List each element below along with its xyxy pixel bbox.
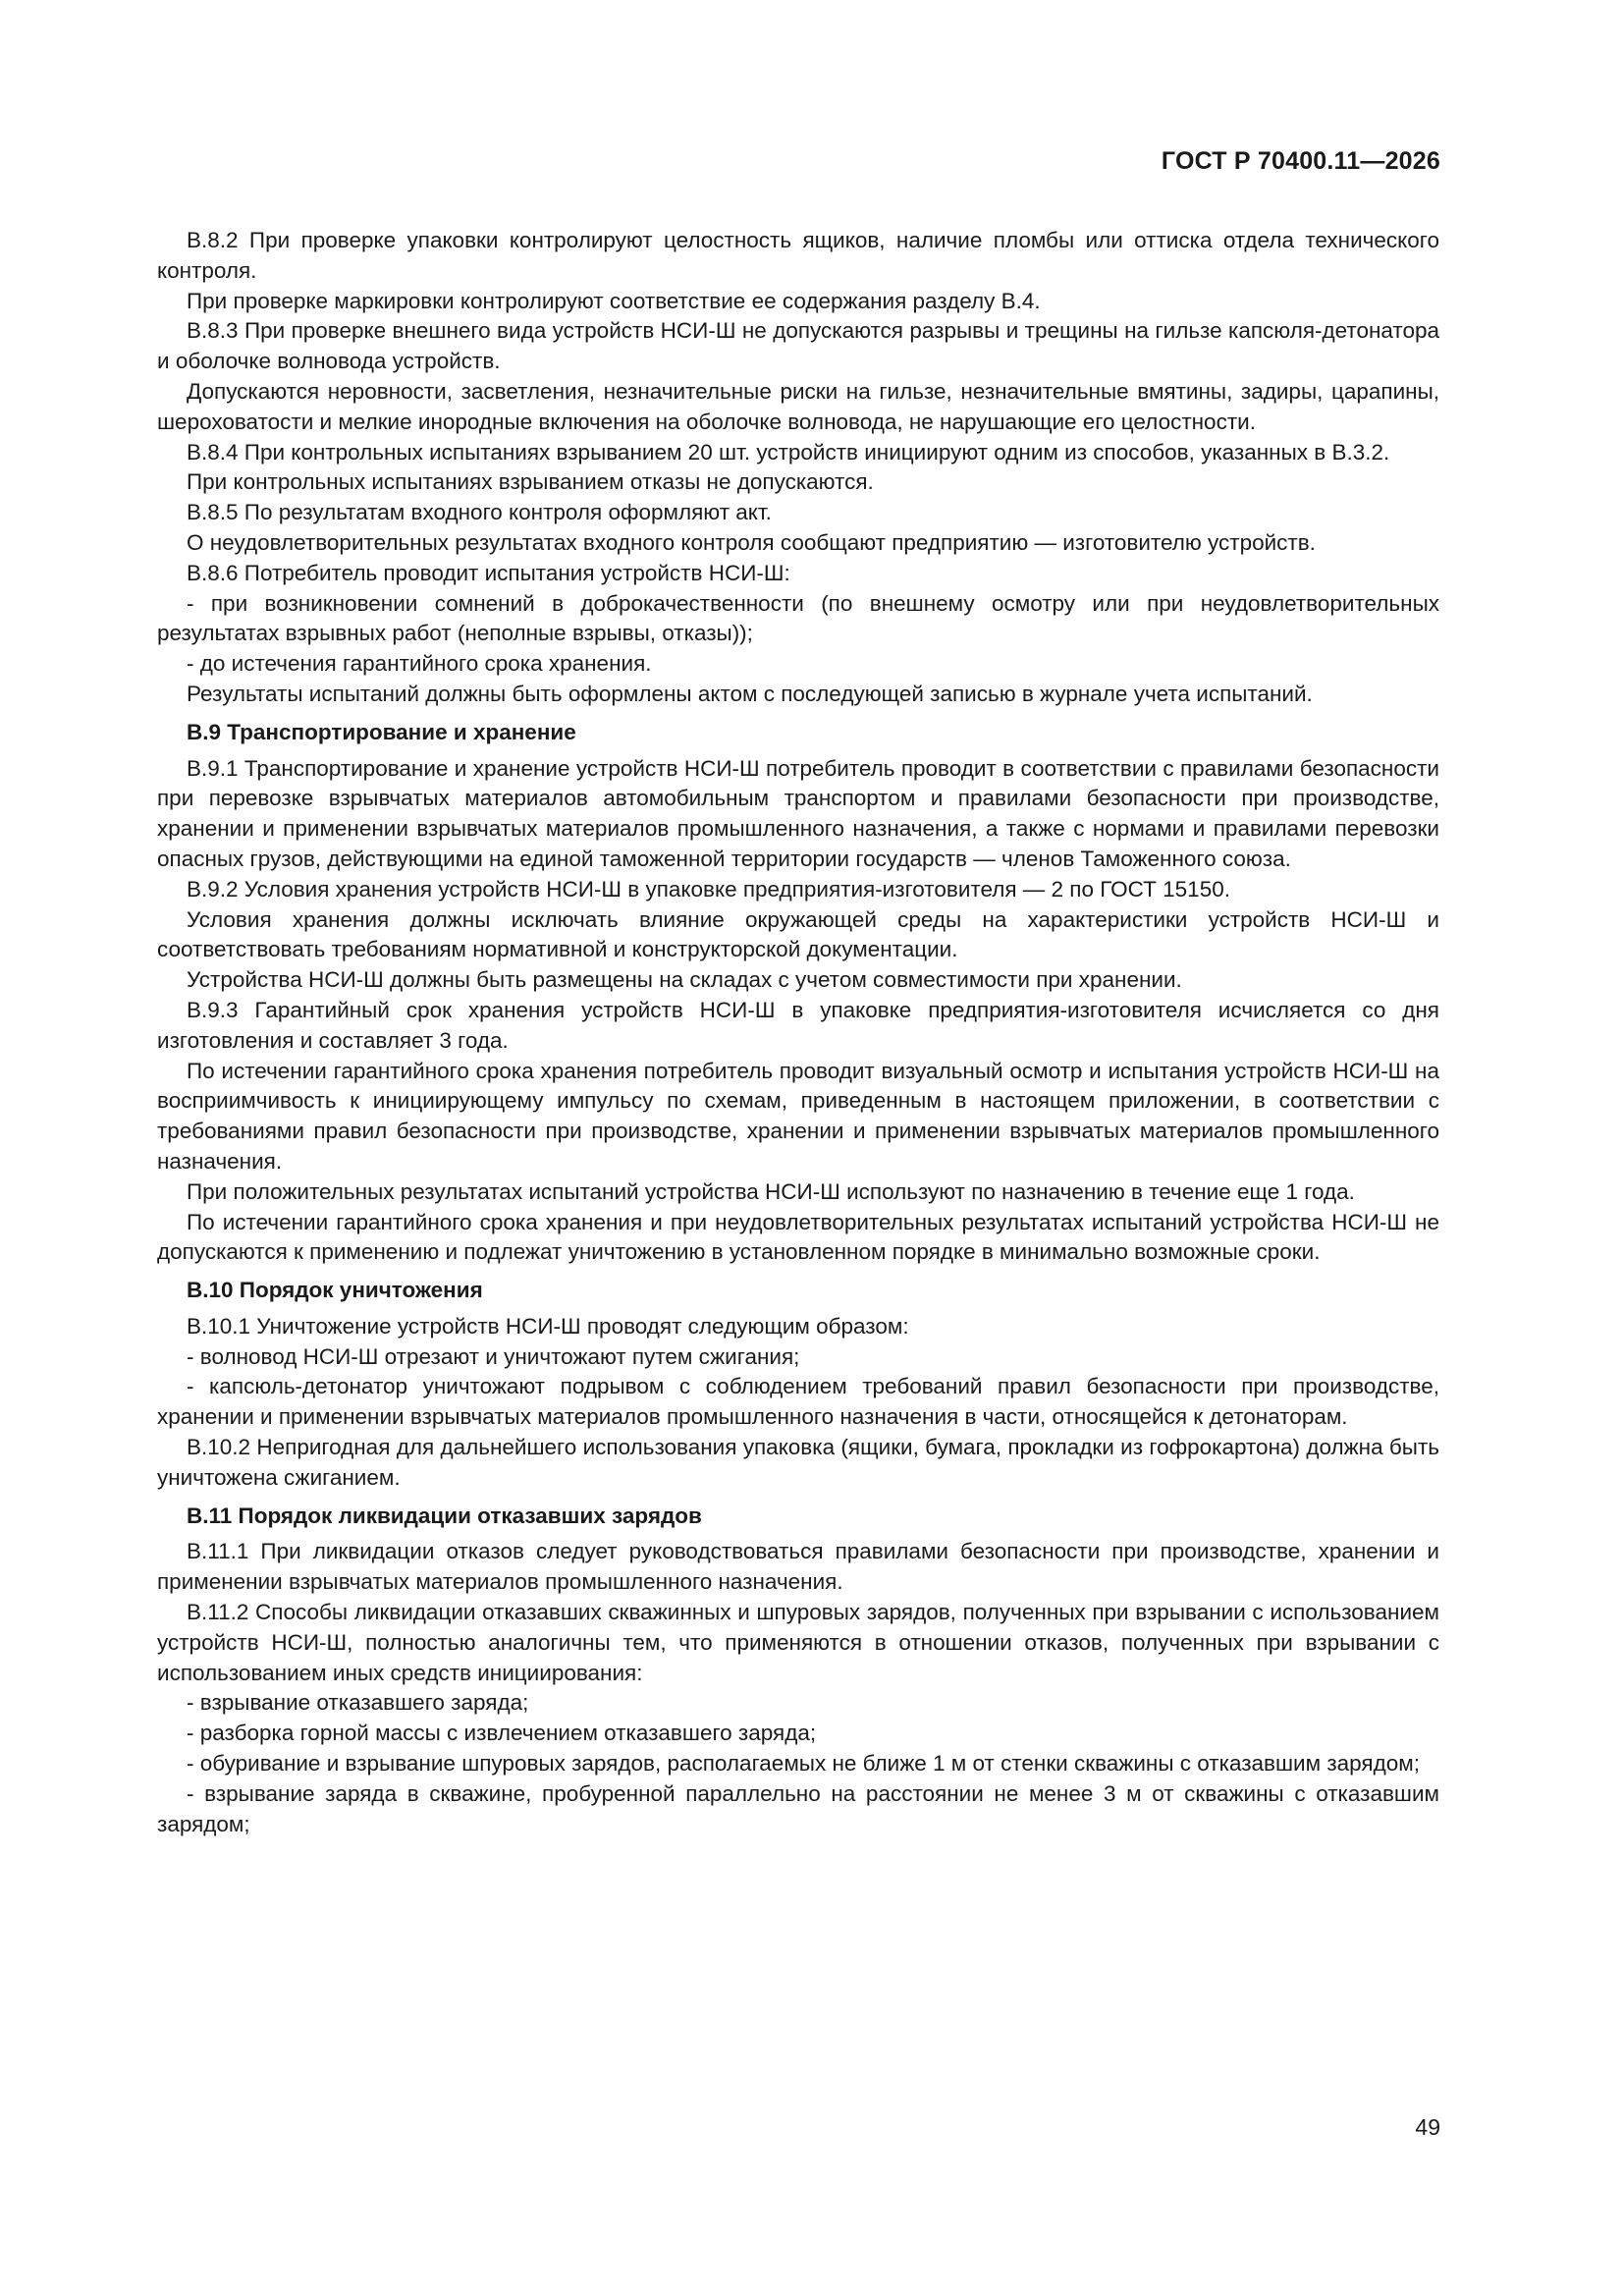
paragraph: - капсюль-детонатор уничтожают подрывом с соблюдением требований правил безопасности при производстве, хранении и применении взрывчатых материалов промышленного назначения в части, относящейся к детонаторам. (157, 1374, 1439, 1430)
paragraph: В.8.2 При проверке упаковки контролируют целостность ящиков, наличие пломбы или оттиска отдела технического контроля. (157, 228, 1439, 283)
section-heading: В.9 Транспортирование и хранение (187, 719, 576, 744)
paragraph: По истечении гарантийного срока хранения потребитель проводит визуальный осмотр и испытания устройств НСИ-Ш на восприимчивость к инициирующему импульсу по схемам, приведенным в настоящем приложении, в соответствии с требованиями правил безопасности при производстве, хранении и применении взрывчатых материалов промышленного назначения. (157, 1058, 1439, 1174)
paragraph: - взрывание отказавшего заряда; (187, 1690, 529, 1716)
paragraph: В.10.2 Непригодная для дальнейшего использования упаковка (ящики, бумага, прокладки из гофрокартона) должна быть уничтожена сжиганием. (157, 1435, 1439, 1490)
paragraph: Устройства НСИ-Ш должны быть размещены на складах с учетом совместимости при хранении. (187, 967, 1182, 993)
paragraph: В.11.1 При ликвидации отказов следует руководствоваться правилами безопасности при производстве, хранении и применении взрывчатых материалов промышленного назначения. (157, 1539, 1439, 1595)
paragraph: Допускаются неровности, засветления, незначительные риски на гильзе, незначительные вмятины, задиры, царапины, шероховатости и мелкие инородные включения на оболочке волновода, не нарушающие его целостности. (157, 378, 1439, 434)
document-body (157, 226, 1439, 1839)
paragraph: В.9.1 Транспортирование и хранение устройств НСИ-Ш потребитель проводит в соответствии с правилами безопасности при перевозке взрывчатых материалов автомобильным транспортом и правилами безопасности при производстве, хранении и применении взрывчатых материалов промышленного назначения, а также с нормами и правилами перевозки опасных грузов, действующими на единой таможенной территории государств — членов Таможенного союза. (157, 755, 1439, 871)
paragraph: В.8.3 При проверке внешнего вида устройств НСИ-Ш не допускаются разрывы и трещины на гильзе капсюля-детонатора и оболочке волновода устройств. (157, 318, 1439, 374)
document-header-id: ГОСТ Р 70400.11—2026 (1161, 147, 1440, 175)
paragraph: - при возникновении сомнений в доброкачественности (по внешнему осмотру или при неудовлетворительных результатах взрывных работ (неполные взрывы, отказы)); (157, 590, 1439, 646)
paragraph: В.8.4 При контрольных испытаниях взрыванием 20 шт. устройств инициируют одним из способов, указанных в В.3.2. (187, 439, 1390, 465)
paragraph: При контрольных испытаниях взрыванием отказы не допускаются. (187, 469, 874, 495)
paragraph: О неудовлетворительных результатах входного контроля сообщают предприятию — изготовителю устройств. (187, 529, 1316, 555)
paragraph: В.10.1 Уничтожение устройств НСИ-Ш проводят следующим образом: (187, 1313, 909, 1339)
paragraph: По истечении гарантийного срока хранения и при неудовлетворительных результатах испытаний устройства НСИ-Ш не допускаются к применению и подлежат уничтожению в установленном порядке в минимально возможные сроки. (157, 1209, 1439, 1265)
paragraph: - обуривание и взрывание шпуровых зарядов, располагаемых не ближе 1 м от стенки скважины с отказавшим зарядом; (187, 1751, 1420, 1777)
paragraph: Результаты испытаний должны быть оформлены актом с последующей записью в журнале учета испытаний. (187, 681, 1313, 706)
paragraph: Условия хранения должны исключать влияние окружающей среды на характеристики устройств НСИ-Ш и соответствовать требованиям нормативной и конструкторской документации. (157, 906, 1439, 962)
paragraph: В.11.2 Способы ликвидации отказавших скважинных и шпуровых зарядов, полученных при взрывании с использованием устройств НСИ-Ш, полностью аналогичны тем, что применяются в отношении отказов, полученных при взрывании с использованием иных средств инициирования: (157, 1600, 1439, 1685)
paragraph: При положительных результатах испытаний устройства НСИ-Ш используют по назначению в течение еще 1 года. (187, 1178, 1355, 1204)
paragraph: - разборка горной массы с извлечением отказавшего заряда; (187, 1721, 817, 1746)
paragraph: - взрывание заряда в скважине, пробуренной параллельно на расстоянии не менее 3 м от скважины с отказавшим зарядом; (157, 1780, 1439, 1836)
section-heading: В.11 Порядок ликвидации отказавших зарядов (187, 1503, 702, 1528)
paragraph: При проверке маркировки контролируют соответствие ее содержания разделу В.4. (187, 288, 1041, 313)
paragraph: В.9.2 Условия хранения устройств НСИ-Ш в упаковке предприятия-изготовителя — 2 по ГОСТ 15150. (187, 876, 1230, 902)
section-heading: В.10 Порядок уничтожения (187, 1278, 483, 1303)
paragraph: В.8.6 Потребитель проводит испытания устройств НСИ-Ш: (187, 560, 790, 585)
paragraph: В.9.3 Гарантийный срок хранения устройств НСИ-Ш в упаковке предприятия-изготовителя исчисляется со дня изготовления и составляет 3 года. (157, 997, 1439, 1053)
paragraph: - волновод НСИ-Ш отрезают и уничтожают путем сжигания; (187, 1343, 800, 1369)
page-number: 49 (1415, 2114, 1440, 2140)
paragraph: - до истечения гарантийного срока хранения. (187, 651, 652, 677)
paragraph: В.8.5 По результатам входного контроля оформляют акт. (187, 500, 772, 525)
